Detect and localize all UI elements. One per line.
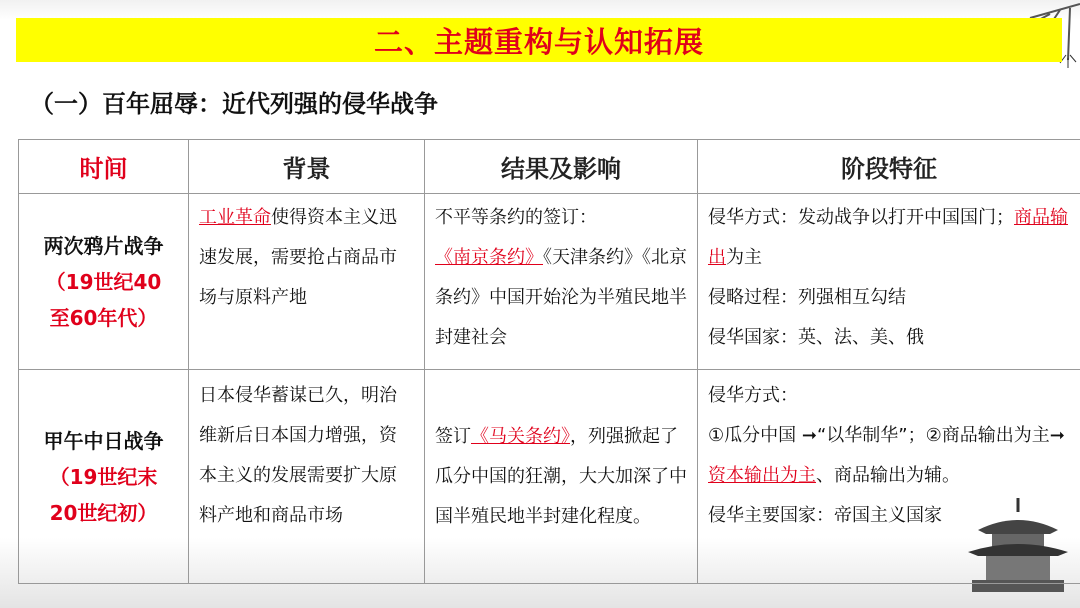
background-cell bbox=[189, 370, 425, 584]
highlight-term: 资本输出为主 bbox=[708, 465, 816, 486]
background-text: 日本侵华蓄谋已久，明治维新后日本国力增强，资本主义的发展需要扩大原料产地和商品市场 bbox=[199, 385, 397, 526]
feature-countries: 侵华国家：英、法、美、俄 bbox=[708, 327, 924, 348]
page-title: 二、主题重构与认知拓展 bbox=[373, 24, 704, 59]
feature-process: 侵略过程：列强相互勾结 bbox=[708, 287, 906, 308]
history-table bbox=[18, 139, 1080, 584]
feature-detail: ①瓜分中国 ➞“以华制华”；②商品输出为主➞ bbox=[708, 425, 1065, 446]
title-bar bbox=[16, 18, 1062, 62]
highlight-term: 商品输出 bbox=[708, 207, 1068, 268]
background-cell bbox=[189, 194, 425, 370]
section-subtitle: （一）百年屈辱：近代列强的侵华战争 bbox=[30, 90, 438, 118]
features-cell bbox=[698, 370, 1080, 584]
time-cell bbox=[19, 194, 189, 370]
feature-method: 侵华方式： bbox=[708, 385, 798, 406]
table-header-row bbox=[19, 140, 1080, 194]
header-time: 时间 bbox=[19, 140, 189, 194]
highlight-term: 工业革命 bbox=[199, 207, 271, 228]
ink-wash-top bbox=[0, 0, 1080, 20]
feature-method-suffix: 为主 bbox=[726, 247, 762, 268]
highlight-term: 《南京条约》 bbox=[435, 247, 543, 268]
feature-countries: 侵华主要国家：帝国主义国家 bbox=[708, 505, 942, 526]
header-background: 背景 bbox=[189, 140, 425, 194]
table-row bbox=[19, 194, 1080, 370]
result-text: 《天津条约》《北京条约》中国开始沦为半殖民地半封建社会 bbox=[435, 247, 687, 348]
time-cell bbox=[19, 370, 189, 584]
features-cell bbox=[698, 194, 1080, 370]
table-row bbox=[19, 370, 1080, 584]
header-features: 阶段特征 bbox=[698, 140, 1080, 194]
feature-method: 侵华方式：发动战争以打开中国国门； bbox=[708, 207, 1014, 228]
result-prefix: 签订 bbox=[435, 425, 471, 447]
result-prefix: 不平等条约的签订： bbox=[435, 207, 597, 228]
war-period: （19世纪40至60年代） bbox=[45, 269, 162, 330]
result-text: ，列强掀起了瓜分中国的狂潮，大大加深了中国半殖民地半封建化程度。 bbox=[435, 425, 687, 527]
war-period: （19世纪末20世纪初） bbox=[49, 464, 158, 525]
result-cell bbox=[425, 370, 698, 584]
highlight-term: 《马关条约》 bbox=[471, 425, 570, 447]
header-result: 结果及影响 bbox=[425, 140, 698, 194]
war-name: 甲午中日战争 bbox=[43, 428, 164, 453]
feature-detail-suffix: 、商品输出为辅。 bbox=[816, 465, 960, 486]
result-cell bbox=[425, 194, 698, 370]
background-text: 使得资本主义迅速发展，需要抢占商品市场与原料产地 bbox=[199, 207, 397, 308]
war-name: 两次鸦片战争 bbox=[43, 233, 164, 258]
